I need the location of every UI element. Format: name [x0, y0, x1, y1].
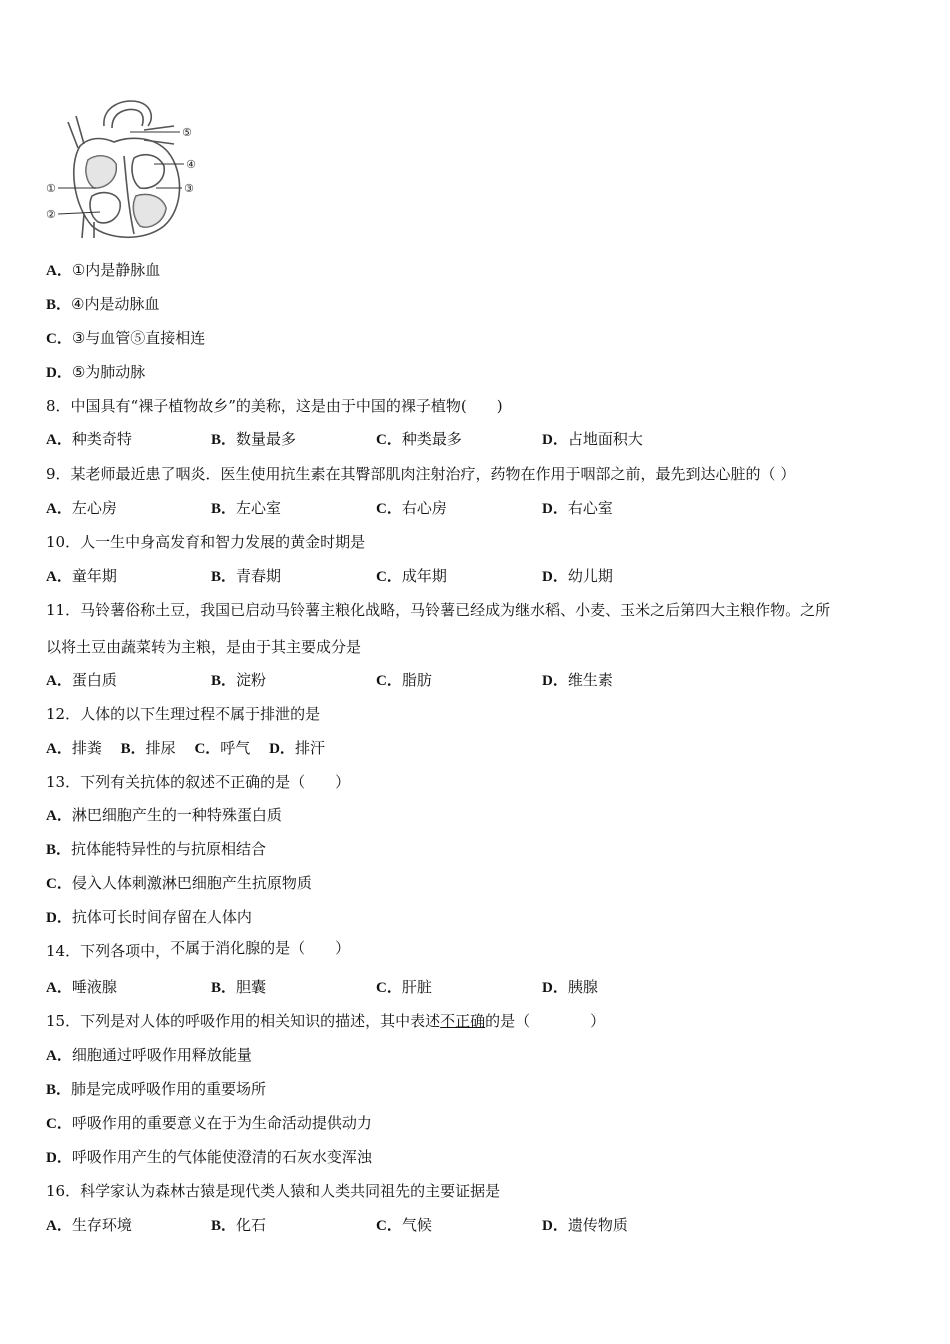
q16-stem: 16．科学家认为森林古猿是现代类人猿和人类共同祖先的主要证据是 [46, 1182, 501, 1200]
heart-illustration [44, 96, 204, 242]
q11-option-a: A．蛋白质 [46, 671, 117, 689]
q12-option-b: B．排尿 [120, 739, 176, 757]
q12-stem: 12．人体的以下生理过程不属于排泄的是 [46, 705, 321, 723]
q8-option-d: D．占地面积大 [542, 430, 643, 448]
q10-option-c: C．成年期 [376, 567, 447, 585]
q13-stem: 13．下列有关抗体的叙述不正确的是（ ） [46, 773, 351, 791]
q12-option-d: D．排汗 [269, 739, 325, 757]
q9-option-c: C．右心房 [376, 499, 447, 517]
q8-option-a: A．种类奇特 [46, 430, 132, 448]
q7-option-d: D．⑤为肺动脉 [46, 363, 146, 381]
q16-option-c: C．气候 [376, 1216, 432, 1234]
q15-underlined-phrase: 不正确 [440, 1012, 486, 1030]
q8-option-b: B．数量最多 [211, 430, 297, 448]
q15-option-b: B．肺是完成呼吸作用的重要场所 [46, 1080, 267, 1098]
q14-option-d: D．胰腺 [542, 978, 598, 996]
q7-option-c: C．③与血管⑤直接相连 [46, 329, 206, 347]
q12-options [46, 738, 339, 759]
q12-option-a: A．排粪 [46, 739, 102, 757]
q13-option-b: B．抗体能特异性的与抗原相结合 [46, 840, 267, 858]
q14-stem: 14．下列各项中，不属于消化腺的是（ ） [46, 939, 351, 960]
q14-option-a: A．唾液腺 [46, 978, 117, 996]
q14-option-c: C．肝脏 [376, 978, 432, 996]
heart-label-5: ⑤ [182, 126, 192, 139]
q13-option-c: C．侵入人体刺激淋巴细胞产生抗原物质 [46, 874, 312, 892]
q12-option-c: C．呼气 [194, 739, 251, 757]
q8-stem: 8．中国具有“裸子植物故乡”的美称，这是由于中国的裸子植物( ) [46, 397, 503, 415]
q11-stem-line2: 以将土豆由蔬菜转为主粮，是由于其主要成分是 [46, 638, 362, 656]
heart-label-4: ④ [186, 158, 196, 171]
q9-option-a: A．左心房 [46, 499, 117, 517]
heart-label-2: ② [46, 208, 56, 221]
q9-stem: 9．某老师最近患了咽炎．医生使用抗生素在其臀部肌肉注射治疗，药物在作用于咽部之前，最先到达心脏的（ ） [46, 465, 796, 483]
heart-diagram [44, 96, 204, 242]
heart-label-3: ③ [184, 182, 194, 195]
q9-option-b: B．左心室 [211, 499, 282, 517]
q14-option-b: B．胆囊 [211, 978, 267, 996]
q7-option-b: B．④内是动脉血 [46, 295, 160, 313]
q13-option-a: A．淋巴细胞产生的一种特殊蛋白质 [46, 806, 282, 824]
q11-option-b: B．淀粉 [211, 671, 267, 689]
q11-stem-line1: 11．马铃薯俗称土豆，我国已启动马铃薯主粮化战略，马铃薯已经成为继水稻、小麦、玉米之后第四大主粮作物。之所 [46, 601, 831, 619]
q10-option-d: D．幼儿期 [542, 567, 613, 585]
q11-option-d: D．维生素 [542, 671, 613, 689]
q8-option-c: C．种类最多 [376, 430, 462, 448]
q7-option-a: A．①内是静脉血 [46, 261, 161, 279]
q10-stem: 10．人一生中身高发育和智力发展的黄金时期是 [46, 533, 366, 551]
q16-option-d: D．遗传物质 [542, 1216, 628, 1234]
q13-option-d: D．抗体可长时间存留在人体内 [46, 908, 252, 926]
q11-option-c: C．脂肪 [376, 671, 432, 689]
q15-stem: 15．下列是对人体的呼吸作用的相关知识的描述，其中表述不正确的是（ ） [46, 1012, 606, 1030]
q15-option-a: A．细胞通过呼吸作用释放能量 [46, 1046, 252, 1064]
q15-option-c: C．呼吸作用的重要意义在于为生命活动提供动力 [46, 1114, 372, 1132]
q10-option-b: B．青春期 [211, 567, 282, 585]
q10-option-a: A．童年期 [46, 567, 117, 585]
heart-label-1: ① [46, 182, 56, 195]
q15-option-d: D．呼吸作用产生的气体能使澄清的石灰水变浑浊 [46, 1148, 372, 1166]
q16-option-a: A．生存环境 [46, 1216, 132, 1234]
q16-option-b: B．化石 [211, 1216, 267, 1234]
q9-option-d: D．右心室 [542, 499, 613, 517]
